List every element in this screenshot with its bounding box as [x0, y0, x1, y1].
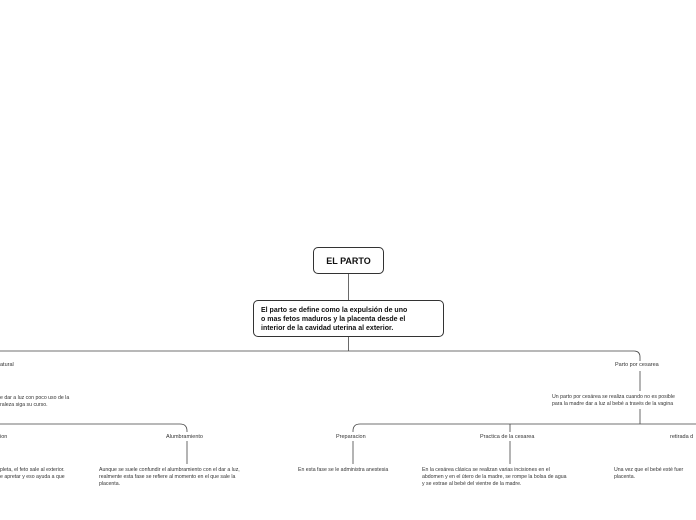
natural-description — [0, 395, 69, 409]
practica-desc-line-1: En la cesárea clásica se realizan varias incisiones en el — [422, 467, 550, 473]
definition-line-2: o mas fetos maduros y la placenta desde el — [261, 316, 406, 323]
alumbramiento-description — [99, 467, 240, 487]
cesarea-description — [552, 394, 675, 408]
root-label: EL PARTO — [326, 255, 371, 266]
preparacion-label[interactable]: Preparacion — [336, 434, 366, 440]
natural-child-1-label[interactable]: ion — [0, 434, 8, 440]
retirada-label[interactable]: retirada d — [670, 434, 694, 440]
practica-desc-line-2: abdomen y en el útero de la madre, se rompe la bolsa de agua — [422, 473, 567, 480]
preparacion-desc-line-1: En esta fase se le administra anestesia — [298, 467, 389, 473]
natural-child-1-desc-line-1: pleta, el feto sale al exterior. — [0, 467, 65, 473]
connector-natural-children — [0, 424, 187, 432]
practica-desc-line-3: y se extrae al bebé del vientre de la madre. — [422, 480, 522, 487]
root-node[interactable] — [313, 247, 384, 274]
retirada-description — [614, 467, 683, 481]
preparacion-description — [298, 467, 388, 474]
alumbramiento-desc-line-2: realmente esta fase se refiere al momento en el que sale la — [99, 473, 236, 480]
retirada-desc-line-1: Una vez que el bebé esté fuer — [614, 467, 684, 473]
alumbramiento-desc-line-3: placenta. — [99, 480, 121, 487]
definition-node[interactable] — [253, 300, 444, 337]
connector-cesarea-children — [353, 424, 696, 432]
alumbramiento-label[interactable]: Alumbramiento — [166, 434, 203, 440]
practica-label[interactable]: Practica de la cesarea — [480, 434, 535, 440]
cesarea-desc-line-1: Un parto por cesárea se realiza cuando no es posible — [552, 394, 675, 400]
natural-desc-line-1: e dar a luz con poco uso de la — [0, 395, 70, 401]
definition-line-1: El parto se define como la expulsión de uno — [261, 307, 408, 314]
natural-label[interactable]: atural — [0, 362, 14, 368]
natural-desc-line-2: raleza siga su curso. — [0, 401, 48, 408]
retirada-desc-line-2: placenta. — [614, 473, 636, 480]
definition-line-3: interior de la cavidad uterina al exterior. — [261, 325, 394, 332]
practica-description — [422, 467, 566, 487]
connector-main-branch — [0, 351, 640, 361]
natural-child-1-desc-line-2: e apretar y eso ayuda a que — [0, 473, 65, 480]
cesarea-desc-line-2: para la madre dar a luz al bebé a través de la vagina — [552, 400, 674, 407]
natural-child-1-description — [0, 467, 65, 481]
cesarea-label[interactable]: Parto por cesarea — [615, 362, 659, 368]
alumbramiento-desc-line-1: Aunque se suele confundir el alumbramiento con el dar a luz, — [99, 467, 240, 473]
